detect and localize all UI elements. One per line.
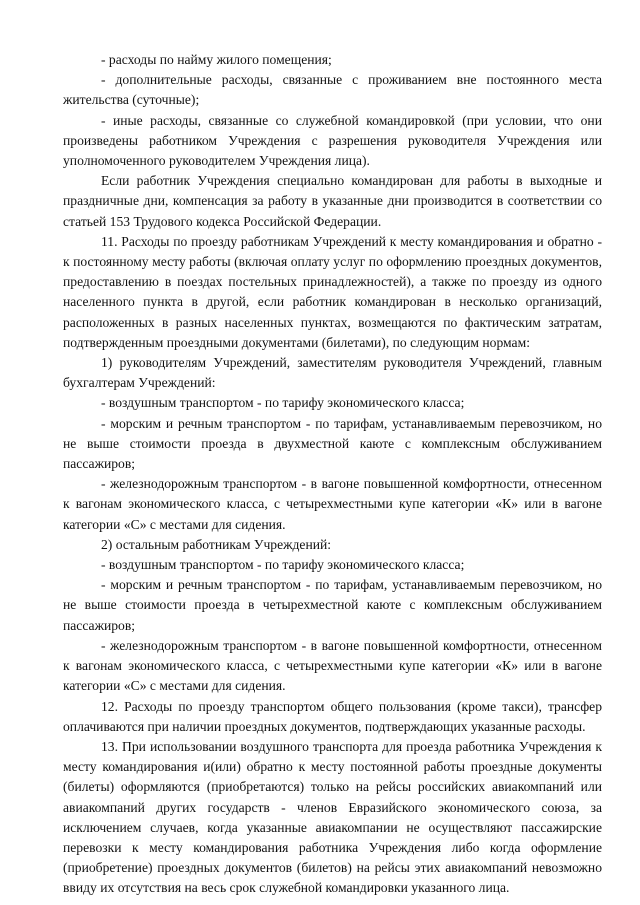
clause-11-item-1-air: - воздушным транспортом - по тарифу экономического класса; [101,395,465,411]
clause-11-item-2-rail: - железнодорожным транспортом - в вагоне повышенной комфортности, отнесенном к вагонам экономического класса, с четырехместными купе категории «К» или в вагоне категории «С» с местами для сидения. [63,637,602,694]
expense-item-per-diem: - дополнительные расходы, связанные с проживанием вне постоянного места жительства (суточные); [63,72,602,108]
clause-12: 12. Расходы по проезду транспортом общего пользования (кроме такси), трансфер оплачиваются при наличии проездных документов, подтверждающих указанные расходы. [63,698,602,734]
clause-11-item-1: 1) руководителям Учреждений, заместителям руководителя Учреждений, главным бухгалтерам Учреждений: [63,355,602,391]
clause-11-item-1-rail: - железнодорожным транспортом - в вагоне повышенной комфортности, отнесенном к вагонам экономического класса, с четырехместными купе категории «К» или в вагоне категории «С» с местами для сидения. [63,476,602,532]
clause-11-item-2: 2) остальным работникам Учреждений: [101,536,332,552]
clause-13: 13. При использовании воздушного транспорта для проезда работника Учреждения к месту командирования и(или) обратно к месту постоянной работы проездные документы (билеты) оформляются (приобретаются) только на рейсы российских авиакомпаний или авиакомпаний других государств - членов Евразийского экономического союза, за исключением случаев, когда указанные авиакомпании не осуществляют пассажирские перевозки к месту командирования работника Учреждения либо когда оформление (приобретение) проездных документов (билетов) на рейсы этих авиакомпаний невозможно ввиду их отсутствия на весь срок служебной командировки указанного лица. [63,738,602,896]
paragraph-weekend-work: Если работник Учреждения специально командирован для работы в выходные и праздничные дни, компенсация за работу в указанные дни производится в соответствии со статьей 153 Трудового кодекса Российской Федерации. [63,173,602,229]
clause-11: 11. Расходы по проезду работникам Учреждений к месту командирования и обратно - к постоянному месту работы (включая оплату услуг по оформлению проездных документов, предоставлению в поездах постельных принадлежностей), а также по проезду из одного населенного пункта в другой, если работник командирован в несколько организаций, расположенных в разных населенных пунктах, возмещаются по фактическим затратам, подтвержденным проездными документами (билетами), по следующим нормам: [63,233,602,350]
clause-11-item-2-air: - воздушным транспортом - по тарифу экономического класса; [101,557,465,573]
expense-item-housing: - расходы по найму жилого помещения; [101,52,332,67]
clause-11-item-2-sea: - морским и речным транспортом - по тарифам, устанавливаемым перевозчиком, но не выше стоимости проезда в четырехместной каюте с комплексным обслуживанием пассажиров; [63,577,602,633]
clause-11-item-1-sea: - морским и речным транспортом - по тарифам, устанавливаемым перевозчиком, но не выше стоимости проезда в двухместной каюте с комплексным обслуживанием пассажиров; [63,415,602,472]
expense-item-other: - иные расходы, связанные со служебной командировкой (при условии, что они произведены работником Учреждения с разрешения руководителя Учреждения или уполномоченного руководителем Учреждения лица). [63,112,602,169]
